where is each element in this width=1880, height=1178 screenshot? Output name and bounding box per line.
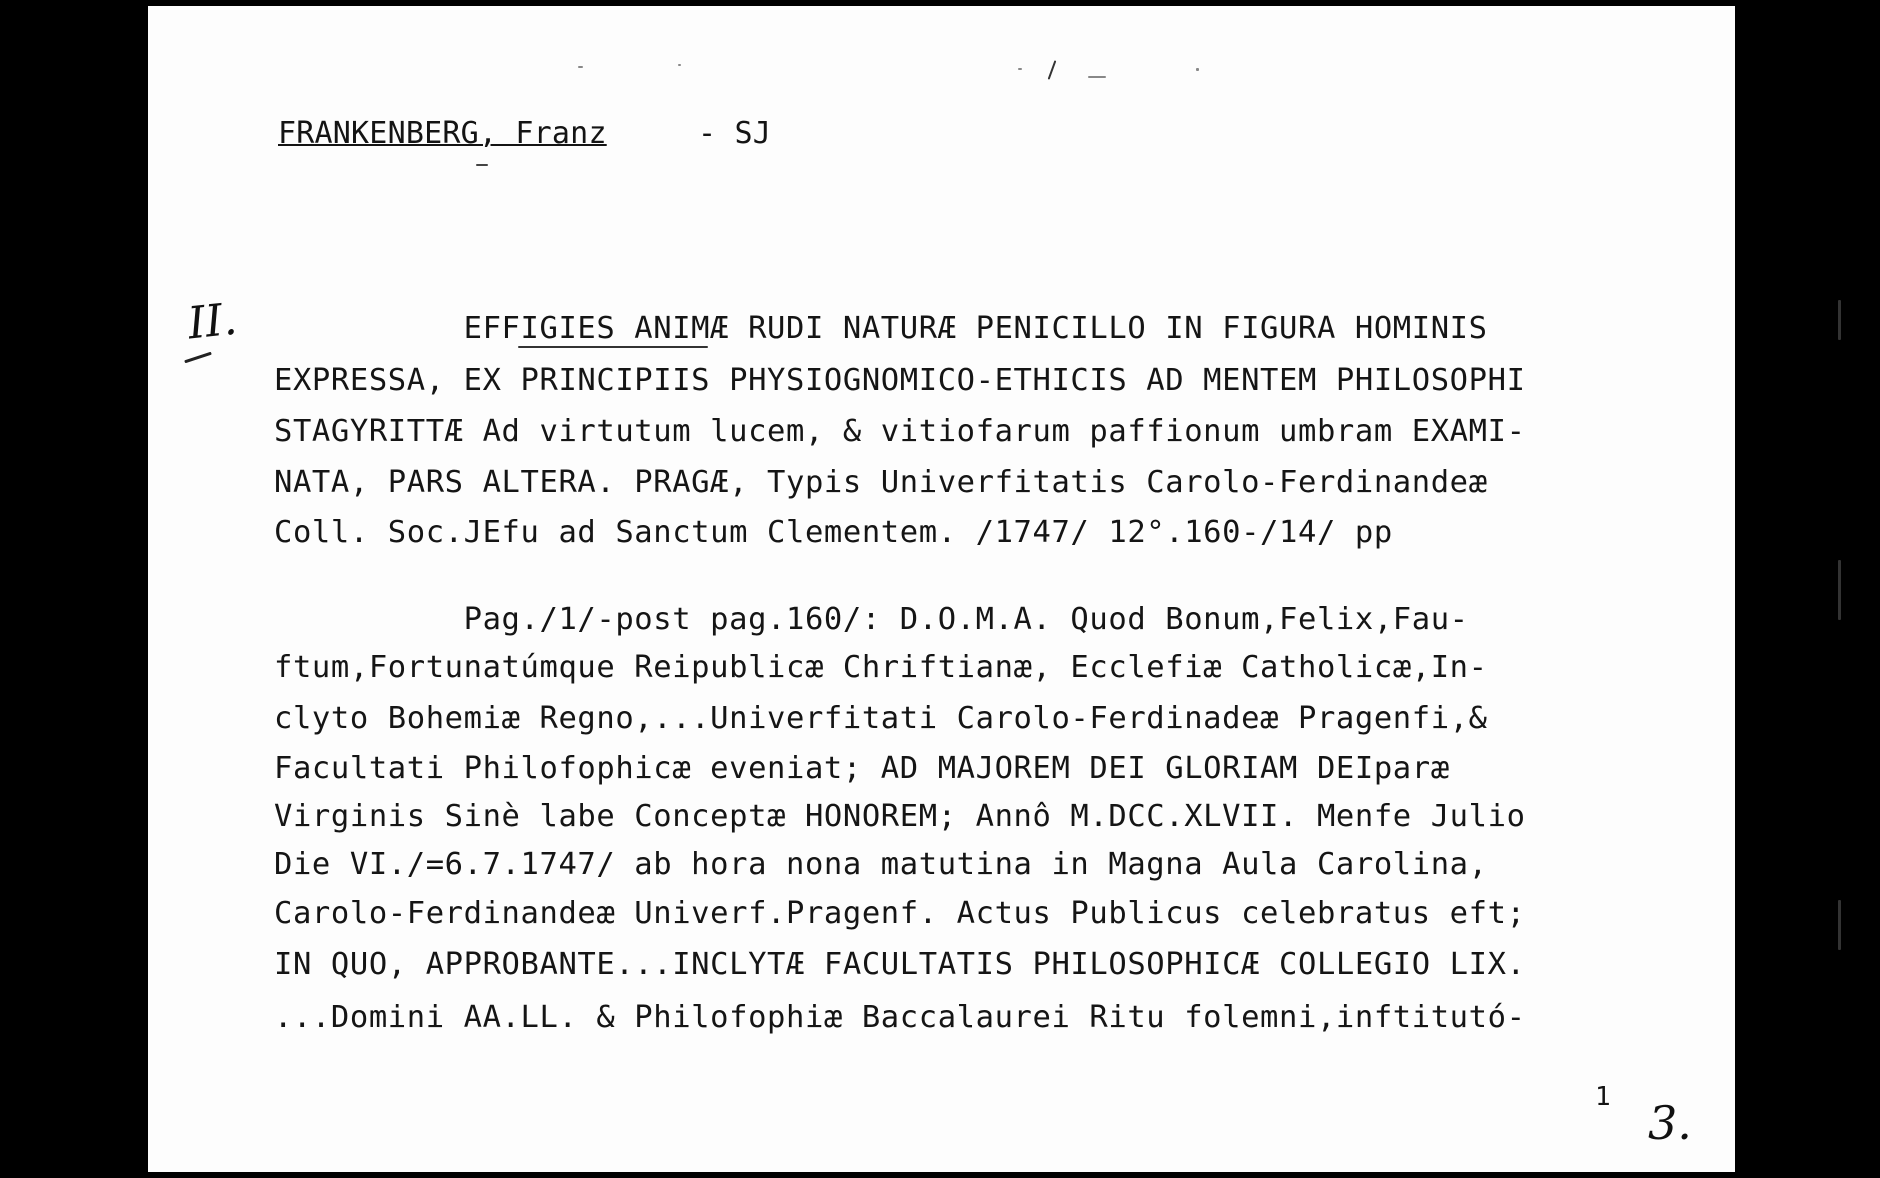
top-speck: [578, 66, 583, 68]
title-line: EFFIGIES ANIMÆ RUDI NATURÆ PENICILLO IN FIGURA HOMINIS: [274, 311, 1488, 346]
handwritten-page-number: 3.: [1648, 1096, 1692, 1150]
description-line: ftum,Fortunatúmque Reipublicæ Chriftianæ, Ecclefiæ Catholicæ,In-: [274, 650, 1488, 685]
top-speck: [1088, 76, 1106, 78]
religious-order-label: - SJ: [698, 116, 772, 151]
top-speck: [1018, 68, 1022, 70]
title-line: NATA, PARS ALTERA. PRAGÆ, Typis Univerfitatis Carolo-Ferdinandeæ: [274, 465, 1488, 500]
header-dash-mark: [476, 164, 488, 166]
description-line: Facultati Philofophicæ eveniat; AD MAJOREM DEI GLORIAM DEIparæ: [274, 751, 1450, 786]
title-underline: [518, 346, 708, 348]
scan-edge-streak: [1838, 560, 1841, 620]
description-line: Pag./1/-post pag.160/: D.O.M.A. Quod Bonum,Felix,Fau-: [274, 602, 1469, 637]
description-line: Die VI./=6.7.1747/ ab hora nona matutina in Magna Aula Carolina,: [274, 847, 1488, 882]
top-speck: [678, 64, 681, 66]
entry-number-marker: II.: [185, 293, 240, 350]
title-line: STAGYRITTÆ Ad virtutum lucem, & vitiofarum paffionum umbram EXAMI-: [274, 414, 1526, 449]
typed-page-number: 1: [1595, 1082, 1611, 1112]
top-speck: [1048, 60, 1057, 79]
title-line: EXPRESSA, EX PRINCIPIIS PHYSIOGNOMICO-ETHICIS AD MENTEM PHILOSOPHI: [274, 363, 1526, 398]
entry-marker-underline: [184, 352, 212, 364]
scan-edge-streak: [1838, 300, 1841, 340]
top-speck: [1196, 68, 1199, 71]
description-line: Virginis Sinè labe Conceptæ HONOREM; Annô M.DCC.XLVII. Menfe Julio: [274, 799, 1526, 834]
description-line: clyto Bohemiæ Regno,...Univerfitati Carolo-Ferdinadeæ Pragenfi,&: [274, 701, 1488, 736]
title-line: Coll. Soc.JEfu ad Sanctum Clementem. /1747/ 12°.160-/14/ pp: [274, 515, 1393, 550]
author-heading: FRANKENBERG, Franz: [278, 116, 607, 151]
scan-edge-streak: [1838, 900, 1841, 950]
catalog-card: [148, 6, 1735, 1172]
description-line: Carolo-Ferdinandeæ Univerf.Pragenf. Actus Publicus celebratus eft;: [274, 896, 1526, 931]
description-line: IN QUO, APPROBANTE...INCLYTÆ FACULTATIS PHILOSOPHICÆ COLLEGIO LIX.: [274, 947, 1526, 982]
description-line: ...Domini AA.LL. & Philofophiæ Baccalaurei Ritu folemni,inftitutó-: [274, 1000, 1526, 1035]
